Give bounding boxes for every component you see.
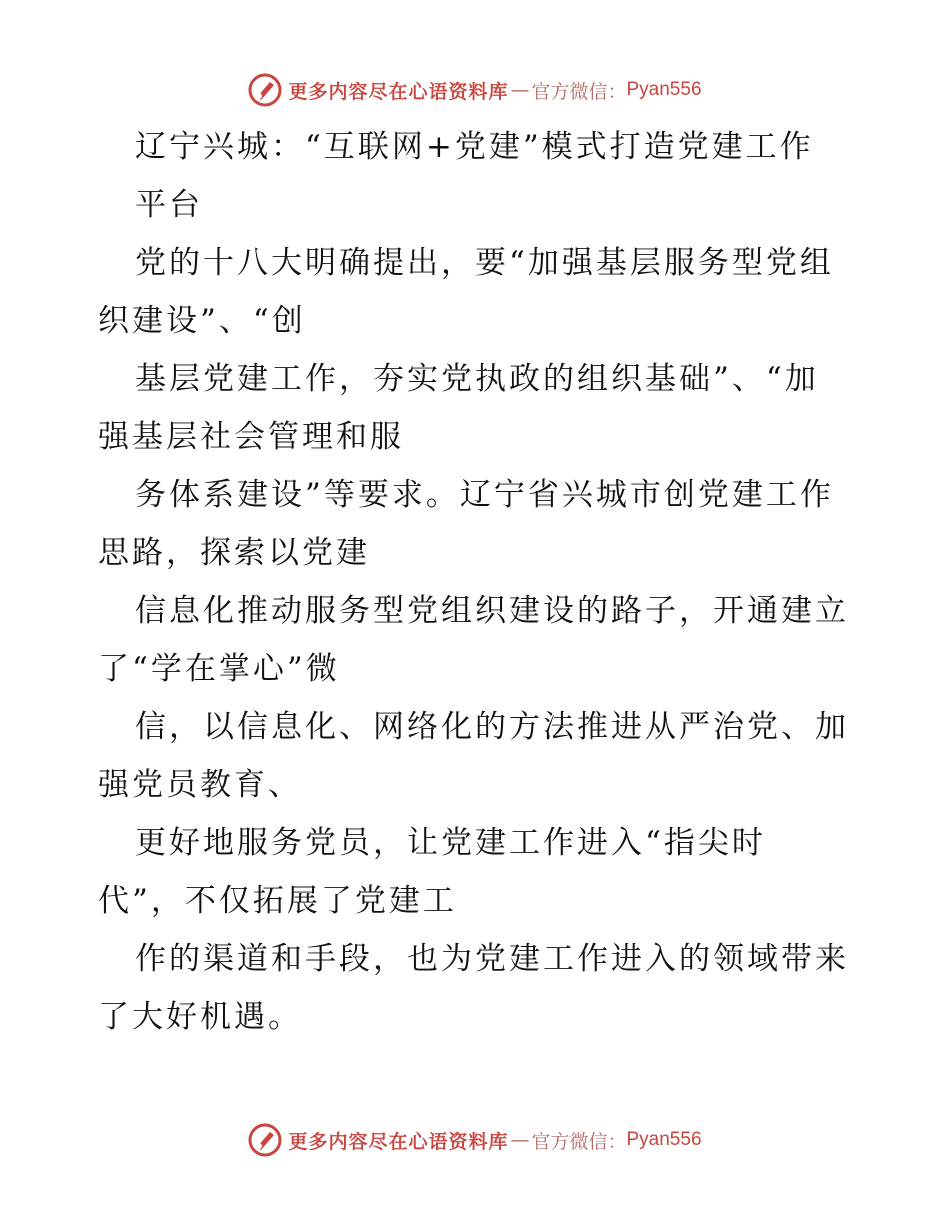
article-body-line: 信，以信息化、网络化的方法推进从严治党、加	[135, 709, 849, 745]
article	[98, 118, 858, 1046]
article-title-line-2: 平台	[135, 187, 203, 223]
watermark-dash: —	[510, 79, 530, 101]
watermark-brand: 更多内容尽在心语资料库	[288, 1130, 509, 1153]
watermark-brand: 更多内容尽在心语资料库	[288, 80, 509, 103]
article-title-line-1: 辽宁兴城：“互联网+党建”模式打造党建工作	[135, 129, 814, 165]
article-body-line: 作的渠道和手段，也为党建工作进入的领域带来	[135, 941, 849, 977]
logo-icon	[248, 1123, 282, 1157]
article-body	[98, 234, 858, 1046]
watermark-dash: —	[510, 1129, 530, 1151]
article-body-line: 党的十八大明确提出，要“加强基层服务型党组	[135, 245, 834, 281]
article-body-line: 了大好机遇。	[98, 999, 302, 1035]
watermark-id: Pyan556	[626, 1129, 702, 1150]
article-body-line: 更好地服务党员，让党建工作进入“指尖时	[135, 825, 766, 861]
watermark-label: 官方微信：	[531, 80, 627, 103]
article-body-line: 了“学在掌心”微	[98, 651, 340, 687]
article-body-line: 信息化推动服务型党组织建设的路子，开通建立	[135, 593, 849, 629]
article-body-line: 强基层社会管理和服	[98, 419, 404, 455]
watermark-id: Pyan556	[626, 79, 702, 100]
footer-watermark	[0, 1120, 950, 1160]
header-watermark	[0, 70, 950, 110]
article-body-line: 务体系建设”等要求。辽宁省兴城市创党建工作	[135, 477, 834, 513]
article-body-line: 思路，探索以党建	[98, 535, 370, 571]
article-body-line: 强党员教育、	[98, 767, 302, 803]
article-body-line: 织建设”、“创	[98, 303, 306, 339]
article-body-line: 代”，不仅拓展了党建工	[98, 883, 457, 919]
article-body-line: 基层党建工作，夯实党执政的组织基础”、“加	[135, 361, 819, 397]
watermark-label: 官方微信：	[531, 1130, 627, 1153]
logo-icon	[248, 73, 282, 107]
